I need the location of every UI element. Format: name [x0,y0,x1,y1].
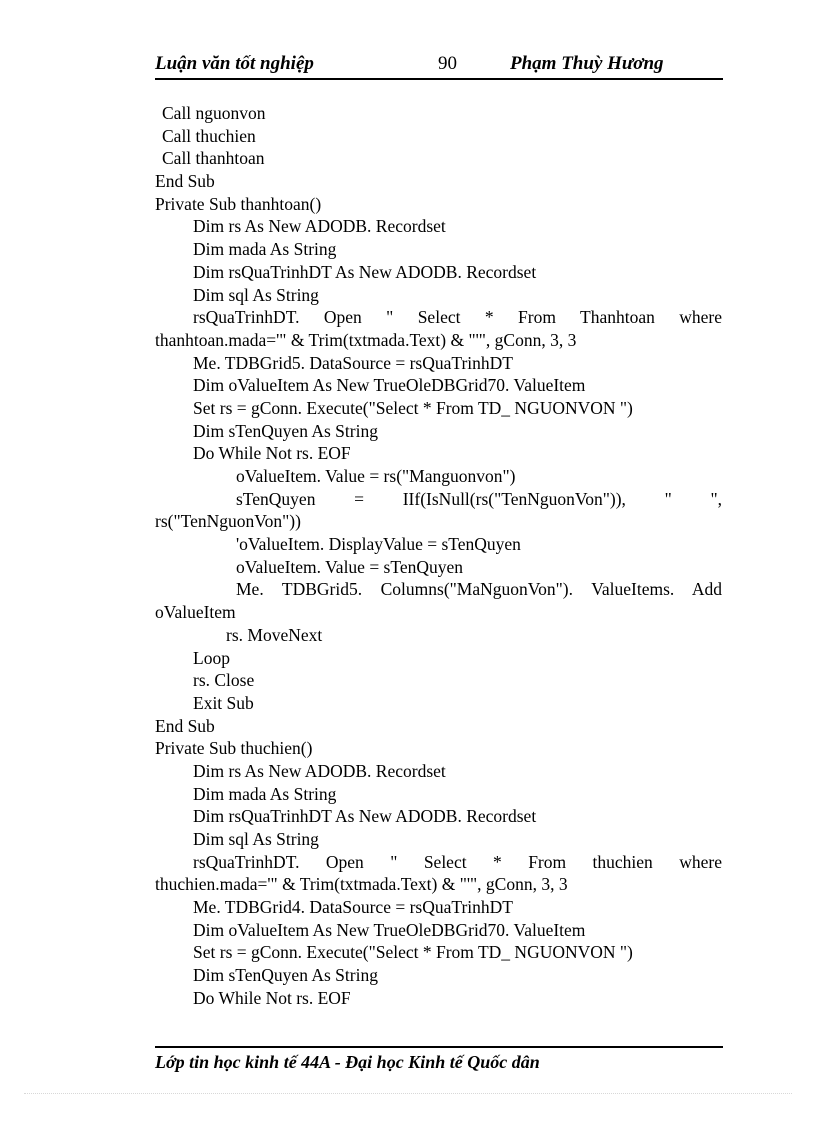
code-line: Dim rsQuaTrinhDT As New ADODB. Recordset [193,806,537,827]
code-line: Dim rs As New ADODB. Recordset [193,216,446,237]
code-line: rs("TenNguonVon")) [155,511,301,532]
code-line: oValueItem. Value = sTenQuyen [236,556,464,577]
code-line: rs. MoveNext [226,624,323,645]
code-line: oValueItem [155,602,236,623]
page-header [155,52,723,80]
code-line: End Sub [155,715,215,736]
code-line: Do While Not rs. EOF [193,443,351,464]
code-line: Private Sub thanhtoan() [155,193,322,214]
page-footer [155,1046,723,1073]
code-line: Dim rsQuaTrinhDT As New ADODB. Recordset [193,261,537,282]
code-line: rs. Close [193,670,255,691]
code-line: Dim rs As New ADODB. Recordset [193,760,446,781]
code-line: End Sub [155,171,215,192]
code-line: sTenQuyen = IIf(IsNull(rs("TenNguonVon")), " ", [236,488,722,509]
code-line: Call thuchien [162,125,256,146]
code-line: Call nguonvon [162,103,266,123]
code-line: Dim sql As String [193,829,319,849]
code-line: Dim oValueItem As New TrueOleDBGrid70. ValueItem [193,919,586,940]
code-line: Do While Not rs. EOF [193,987,351,1008]
code-line: Dim mada As String [193,239,337,260]
code-line: 'oValueItem. DisplayValue = sTenQuyen [236,534,521,555]
header-thesis-title: Luận văn tốt nghiệp [155,53,314,74]
code-line: Dim mada As String [193,783,337,804]
code-listing [155,102,722,1010]
code-line: Me. TDBGrid5. Columns("MaNguonVon"). ValueItems. Add [236,579,722,600]
code-line: Private Sub thuchien() [155,738,313,759]
code-line: thanhtoan.mada='" & Trim(txtmada.Text) & "'", gConn, 3, 3 [155,329,577,350]
code-line: Me. TDBGrid4. DataSource = rsQuaTrinhDT [193,897,513,918]
code-line: rsQuaTrinhDT. Open " Select * From Thanhtoan where [193,307,722,328]
code-line: oValueItem. Value = rs("Manguonvon") [236,466,516,486]
code-line: rsQuaTrinhDT. Open " Select * From thuchien where [193,851,722,872]
code-line: Me. TDBGrid5. DataSource = rsQuaTrinhDT [193,352,513,373]
code-line: Call thanhtoan [162,148,265,169]
header-author: Phạm Thuỳ Hương [510,53,664,74]
code-line: Dim sTenQuyen As String [193,420,378,441]
code-line: Dim sql As String [193,284,319,305]
code-line: Dim oValueItem As New TrueOleDBGrid70. ValueItem [193,375,586,396]
footer-class-info: Lớp tin học kinh tế 44A - Đại học Kinh tế Quốc dân [155,1052,540,1072]
code-line: Exit Sub [193,692,254,713]
page-bottom-edge [24,1093,792,1094]
code-line: thuchien.mada='" & Trim(txtmada.Text) & "'", gConn, 3, 3 [155,874,568,895]
code-line: Set rs = gConn. Execute("Select * From TD_ NGUONVON ") [193,942,633,963]
code-line: Loop [193,647,230,668]
code-line: Set rs = gConn. Execute("Select * From TD_ NGUONVON ") [193,397,633,418]
page-number: 90 [438,53,457,74]
code-line: Dim sTenQuyen As String [193,965,378,986]
